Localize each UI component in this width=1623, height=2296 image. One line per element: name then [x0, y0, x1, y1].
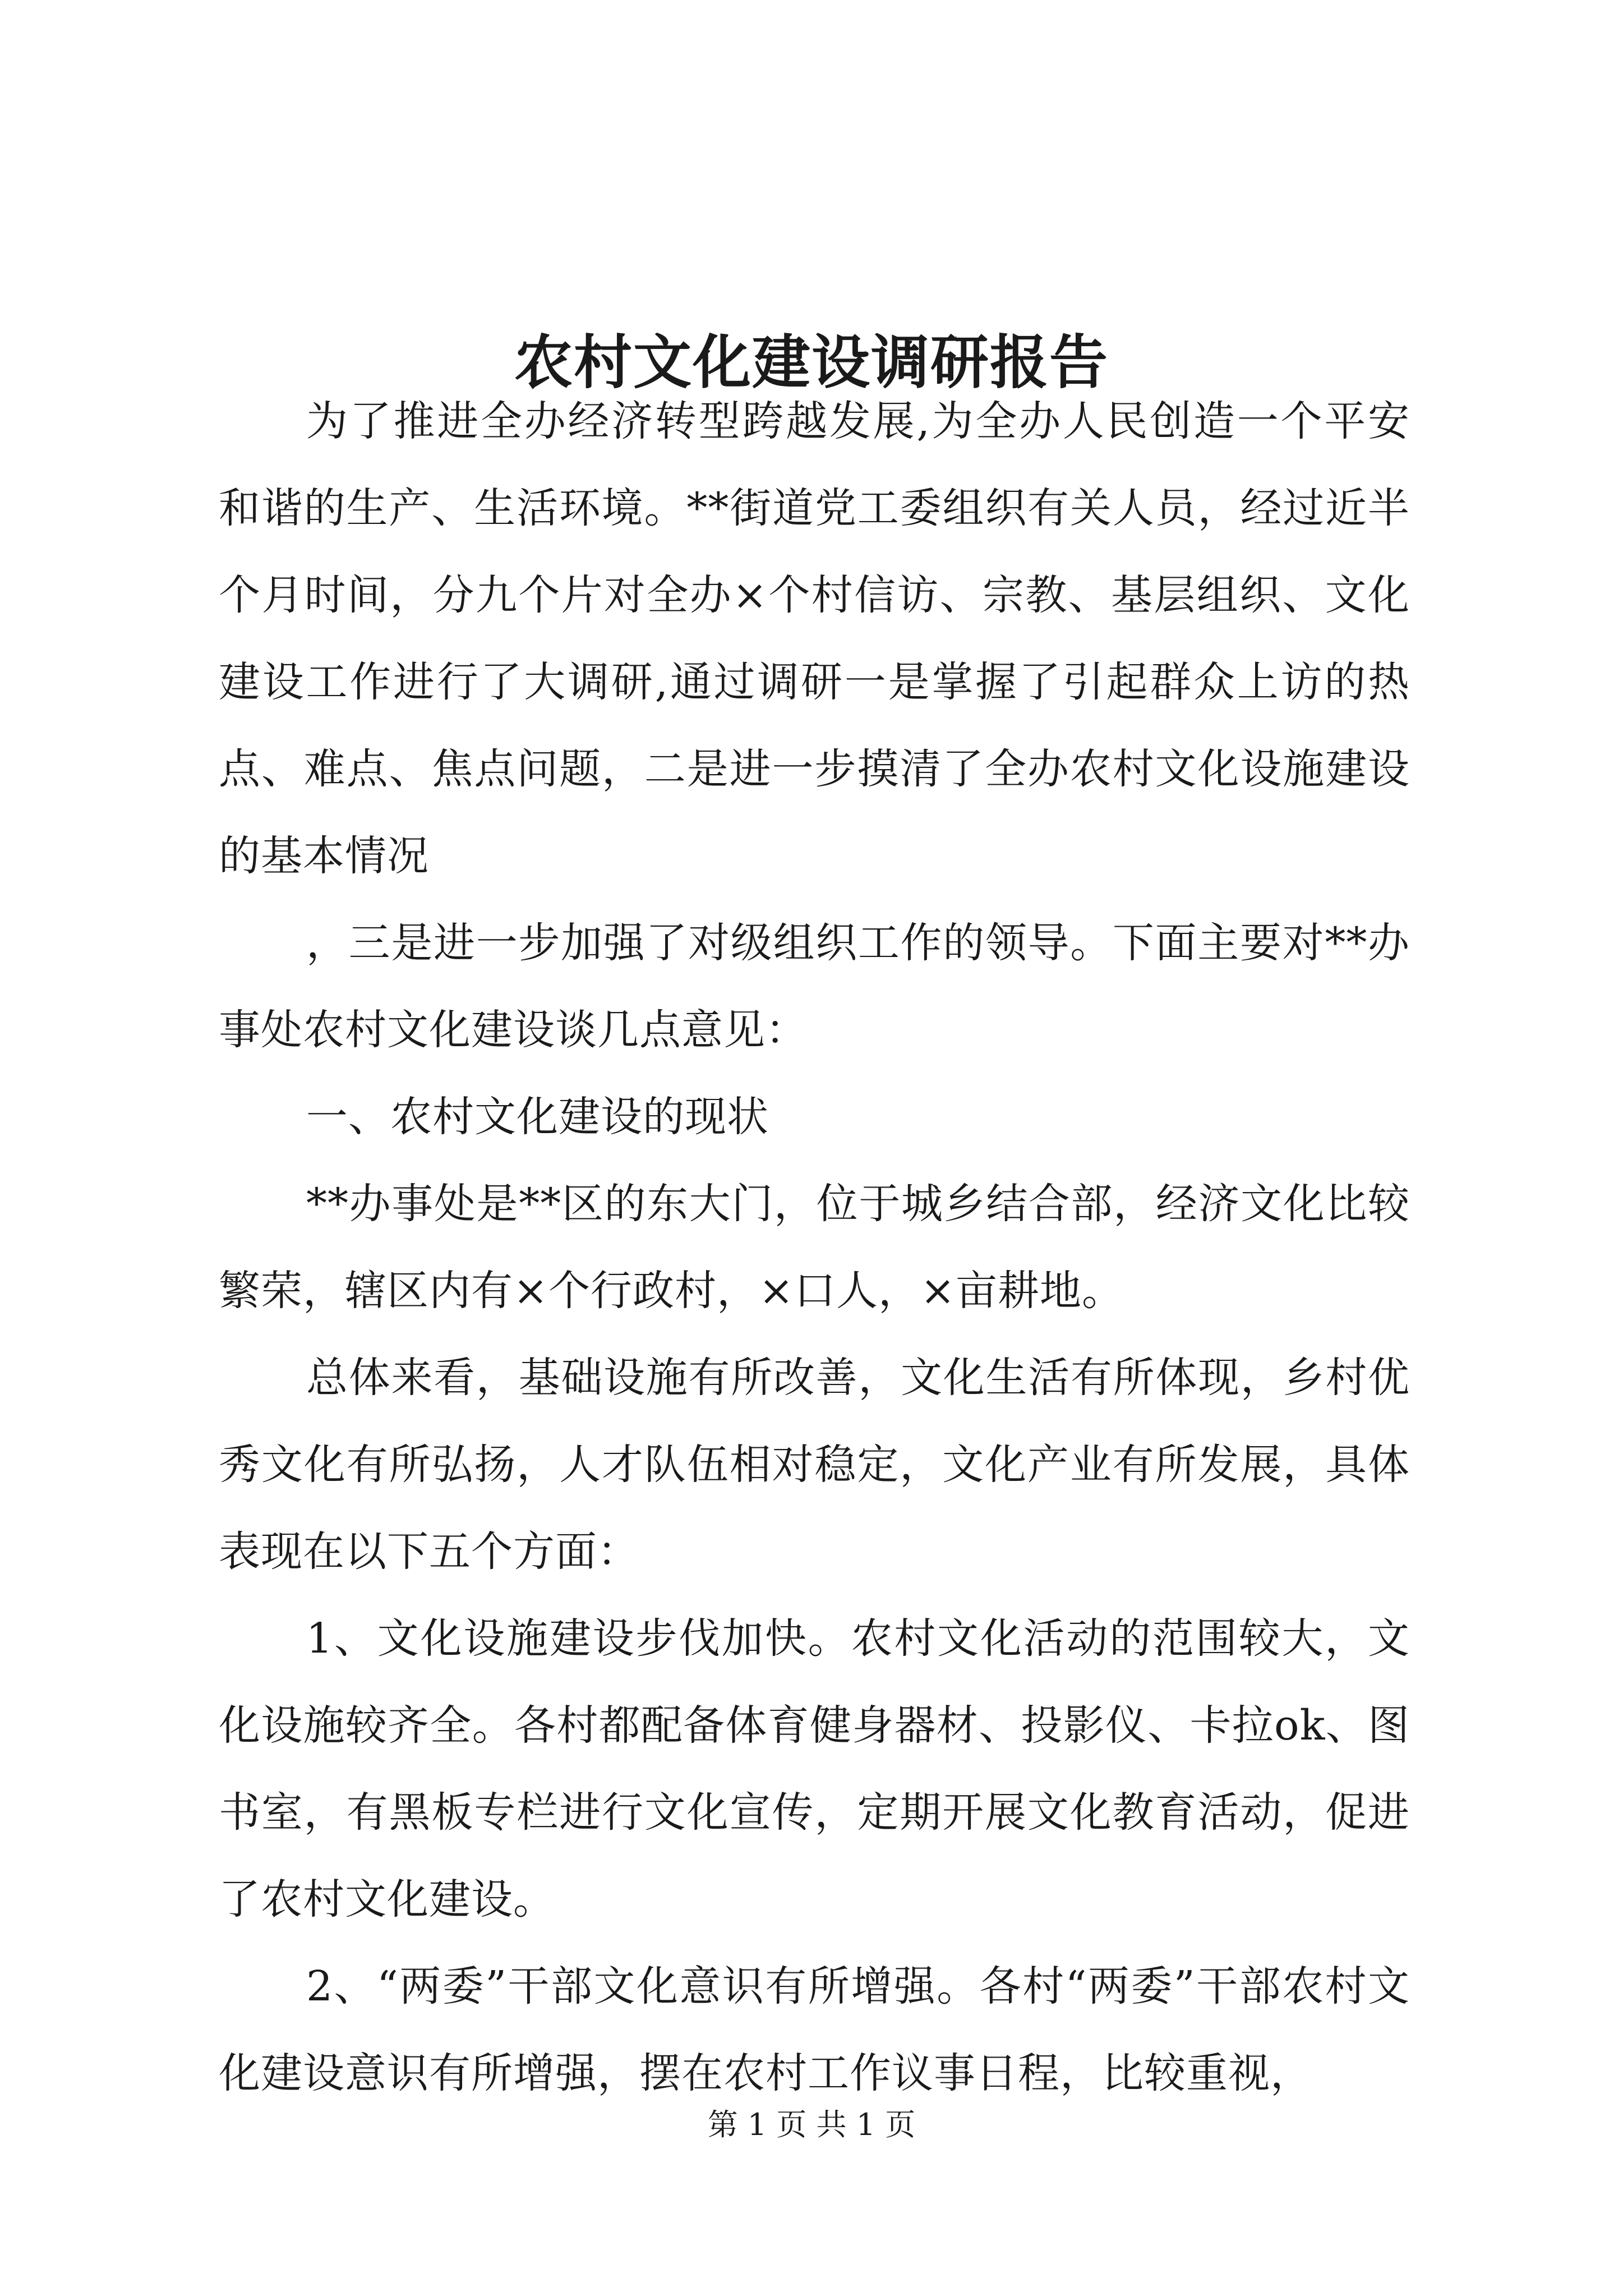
- paragraph-point-1: 1、文化设施建设步伐加快。农村文化活动的范围较大，文化设施较齐全。各村都配备体育健身器材、投影仪、卡拉ok、图书室，有黑板专栏进行文化宣传，定期开展文化教育活动，促进了农村文化建设。: [219, 1614, 1410, 1924]
- paragraph-overall-view: 总体来看，基础设施有所改善，文化生活有所体现，乡村优秀文化有所弘扬，人才队伍相对稳定，文化产业有所发展，具体表现在以下五个方面：: [219, 1354, 1410, 1576]
- page-footer: 第 1 页 共 1 页: [707, 2107, 916, 2142]
- document-title: 农村文化建设调研报告: [514, 327, 1109, 397]
- paragraph-office-overview: **办事处是**区的东大门，位于城乡结合部，经济文化比较繁荣，辖区内有×个行政村，×口人，×亩耕地。: [219, 1180, 1410, 1315]
- paragraph-intro: 为了推进全办经济转型跨越发展,为全办人民创造一个平安和谐的生产、生活环境。**街道党工委组织有关人员，经过近半个月时间，分九个片对全办×个村信访、宗教、基层组织、文化建设工作进行了大调研,通过调研一是掌握了引起群众上访的热点、难点、焦点问题，二是进一步摸清了全办农村文化设施建设的基本情况: [219, 397, 1410, 880]
- document-body: [219, 378, 1410, 2117]
- paragraph-point-2: 2、“两委”干部文化意识有所增强。各村“两委”干部农村文化建设意识有所增强，摆在农村工作议事日程，比较重视，: [219, 1962, 1410, 2097]
- paragraph-intro-continued: ，三是进一步加强了对级组织工作的领导。下面主要对**办事处农村文化建设谈几点意见：: [219, 919, 1410, 1054]
- section-heading-status: 一、农村文化建设的现状: [306, 1093, 769, 1141]
